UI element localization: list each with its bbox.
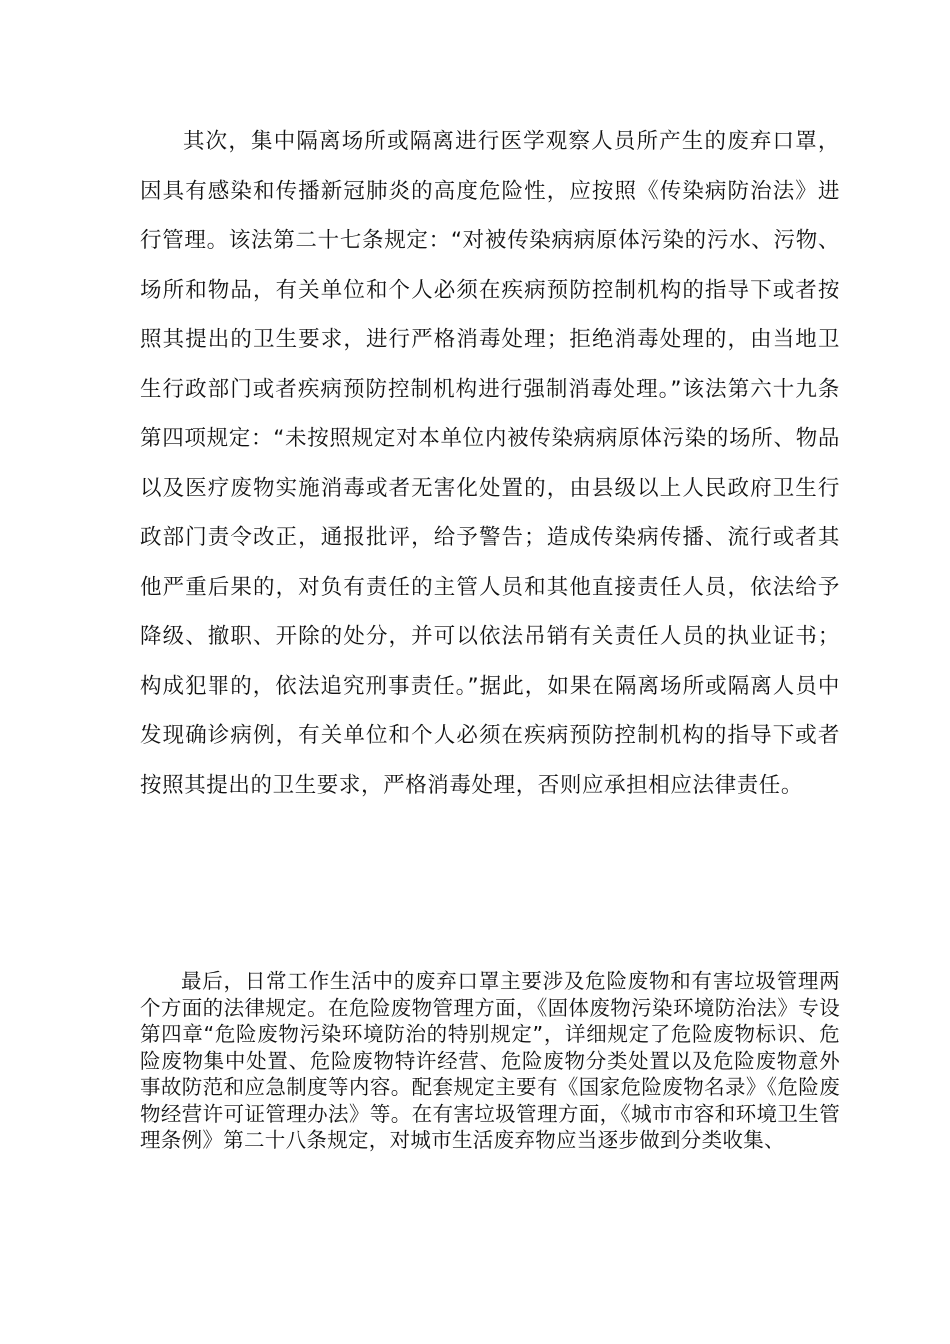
paragraph-hazardous-waste-law: 最后，日常工作生活中的废弃口罩主要涉及危险废物和有害垃圾管理两个方面的法律规定。在危险废物管理方面，《固体废物污染环境防治法》专设第四章“危险废物污染环境防治的特别规定”，详细规定了危险废物标识、危险废物集中处置、危险废物特许经营、危险废物分类处置以及危险废物意外事故防范和应急制度等内容。配套规定主要有《国家危险废物名录》《危险废物经营许可证管理办法》等。在有害垃圾管理方面，《城市市容和环境卫生管理条例》第二十八条规定，对城市生活废弃物应当逐步做到分类收集、 xyxy=(140,969,840,1152)
paragraph-infectious-disease-law: 其次，集中隔离场所或隔离进行医学观察人员所产生的废弃口罩，因具有感染和传播新冠肺炎的高度危险性，应按照《传染病防治法》进行管理。该法第二十七条规定：“对被传染病病原体污染的污水、污物、场所和物品，有关单位和个人必须在疾病预防控制机构的指导下或者按照其提出的卫生要求，进行严格消毒处理；拒绝消毒处理的，由当地卫生行政部门或者疾病预防控制机构进行强制消毒处理。”该法第六十九条第四项规定：“未按照规定对本单位内被传染病病原体污染的场所、物品以及医疗废物实施消毒或者无害化处置的，由县级以上人民政府卫生行政部门责令改正，通报批评，给予警告；造成传染病传播、流行或者其他严重后果的，对负有责任的主管人员和其他直接责任人员，依法给予降级、撤职、开除的处分，并可以依法吊销有关责任人员的执业证书；构成犯罪的，依法追究刑事责任。”据此，如果在隔离场所或隔离人员中发现确诊病例，有关单位和个人必须在疾病预防控制机构的指导下或者按照其提出的卫生要求，严格消毒处理，否则应承担相应法律责任。 xyxy=(140,129,840,798)
